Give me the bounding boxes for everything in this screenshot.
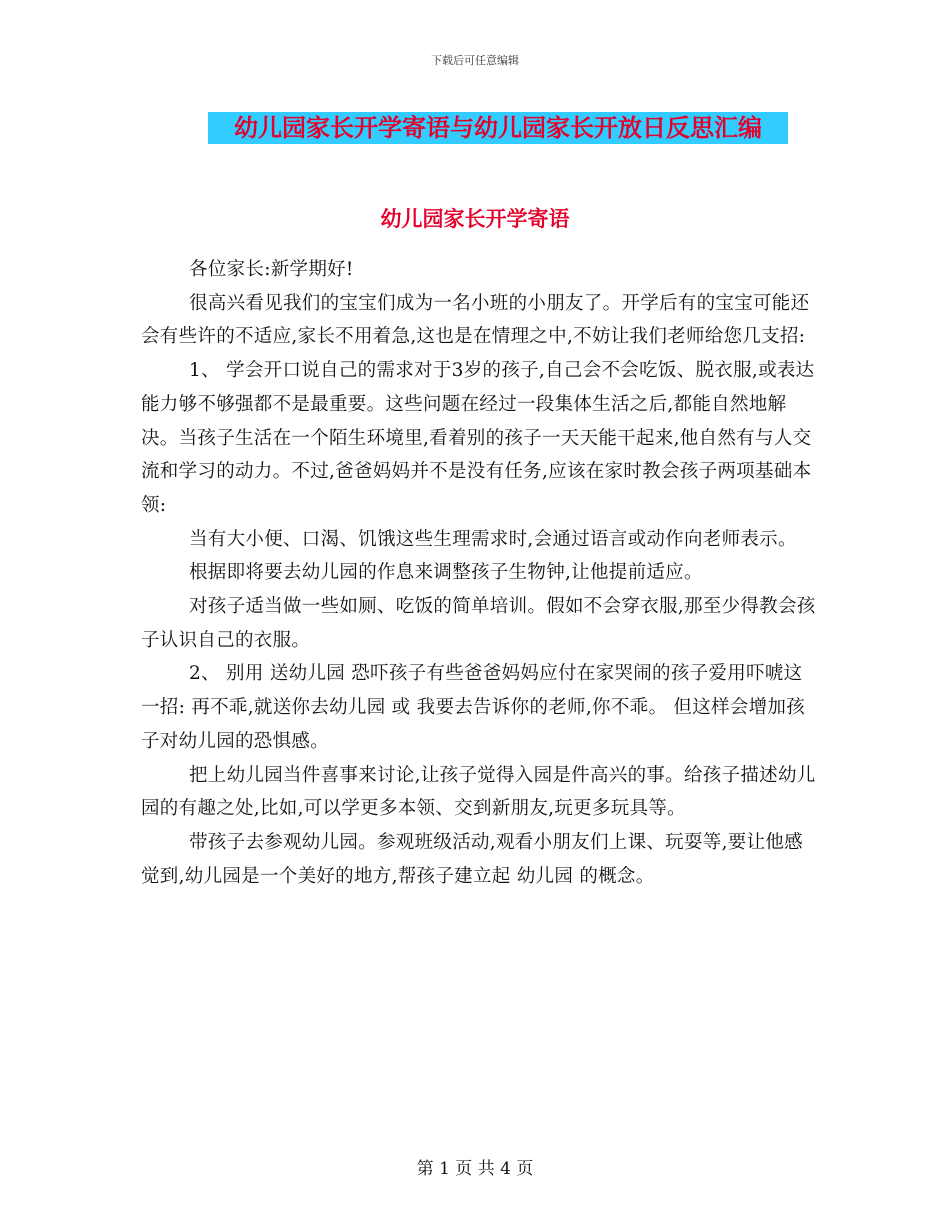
paragraph-tip-2-a: 把上幼儿园当件喜事来讨论,让孩子觉得入园是件高兴的事。给孩子描述幼儿园的有趣之处,比如,可以学更多本领、交到新朋友,玩更多玩具等。 <box>141 764 816 820</box>
paragraph-tip-1: 1、 学会开口说自己的需求对于3岁的孩子,自己会不会吃饭、脱衣服,或表达能力够不够强都不是最重要。这些问题在经过一段集体生活之后,都能自然地解决。当孩子生活在一个陌生环境里,看着别的孩子一天天能干起来,他自然有与人交流和学习的动力。不过,爸爸妈妈并不是没有任务,应该在家时教会孩子两项基础本领: <box>141 360 815 516</box>
paragraph-tip-1-c: 对孩子适当做一些如厕、吃饭的简单培训。假如不会穿衣服,那至少得教会孩子认识自己的衣服。 <box>141 596 816 651</box>
paragraph-tip-2-b: 带孩子去参观幼儿园。参观班级活动,观看小朋友们上课、玩耍等,要让他感觉到,幼儿园是一个美好的地方,帮孩子建立起 幼儿园 的概念。 <box>141 831 803 887</box>
paragraph-tip-1-a: 当有大小便、口渴、饥饿这些生理需求时,会通过语言或动作向老师表示。 <box>189 528 797 550</box>
section-title: 幼儿园家长开学寄语 <box>380 206 570 231</box>
paragraph-tip-2: 2、 别用 送幼儿园 恐吓孩子有些爸爸妈妈应付在家哭闹的孩子爱用吓唬这一招: 再不乖,就送你去幼儿园 或 我要去告诉你的老师,你不乖。 但这样会增加孩子对幼儿园的恐惧感。 <box>141 663 806 752</box>
page-number: 第 1 页 共 4 页 <box>416 1159 534 1179</box>
paragraph-intro: 很高兴看见我们的宝宝们成为一名小班的小朋友了。开学后有的宝宝可能还会有些许的不适应,家长不用着急,这也是在情理之中,不妨让我们老师给您几支招: <box>141 292 810 348</box>
paragraph-tip-1-b: 根据即将要去幼儿园的作息来调整孩子生物钟,让他提前适应。 <box>189 562 703 584</box>
document-title: 幼儿园家长开学寄语与幼儿园家长开放日反思汇编 <box>208 112 788 144</box>
body-text <box>141 253 821 893</box>
header-note: 下载后可任意编辑 <box>431 54 519 67</box>
paragraph-greeting: 各位家长:新学期好! <box>189 259 354 280</box>
